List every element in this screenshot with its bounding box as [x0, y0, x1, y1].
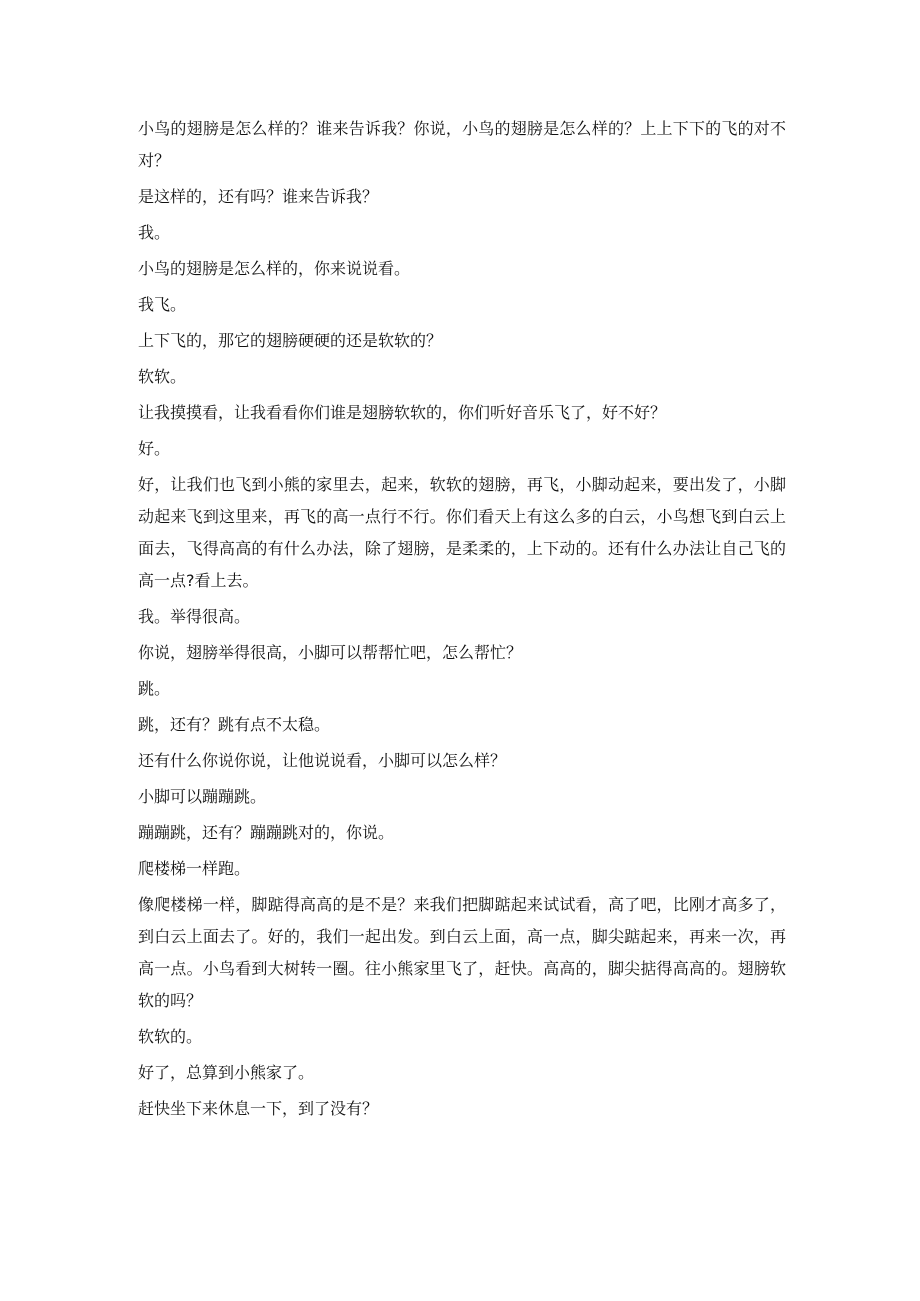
paragraph: 软软的。: [138, 1027, 203, 1046]
paragraph: 像爬楼梯一样，脚踮得高高的是不是？来我们把脚踮起来试试看，高了吧，比刚才高多了，到白云上面去了。好的，我们一起出发。到白云上面，高一点，脚尖踮起来，再来一次，再高一点。小鸟看到大树转一圈。往小熊家里飞了，赶快。高高的，脚尖掂得高高的。翅膀软软的吗？: [138, 895, 786, 1010]
paragraph: 我飞。: [138, 295, 187, 314]
paragraph: 上下飞的，那它的翅膀硬硬的还是软软的？: [138, 331, 443, 350]
paragraph: 跳。: [138, 679, 171, 698]
paragraph: 我。举得很高。: [138, 607, 251, 626]
paragraph: 是这样的，还有吗？谁来告诉我？: [138, 187, 379, 206]
paragraph: 我。: [138, 223, 171, 242]
paragraph: 小脚可以蹦蹦跳。: [138, 787, 267, 806]
paragraph: 好。: [138, 439, 171, 458]
paragraph: 你说，翅膀举得很高，小脚可以帮帮忙吧，怎么帮忙？: [138, 643, 523, 662]
paragraph: 小鸟的翅膀是怎么样的？谁来告诉我？你说，小鸟的翅膀是怎么样的？上上下下的飞的对不对？: [138, 119, 786, 170]
paragraph: 好了，总算到小熊家了。: [138, 1063, 315, 1082]
paragraph: 小鸟的翅膀是怎么样的，你来说说看。: [138, 259, 411, 278]
paragraph: 爬楼梯一样跑。: [138, 859, 251, 878]
paragraph: 跳，还有？跳有点不太稳。: [138, 715, 331, 734]
paragraph: 赶快坐下来休息一下，到了没有？: [138, 1099, 379, 1118]
paragraph: 软软。: [138, 367, 187, 386]
paragraph: 好，让我们也飞到小熊的家里去，起来，软软的翅膀，再飞，小脚动起来，要出发了，小脚动起来飞到这里来，再飞的高一点行不行。你们看天上有这么多的白云，小鸟想飞到白云上面去，飞得高高的有什么办法，除了翅膀，是柔柔的，上下动的。还有什么办法让自己飞的高一点?看上去。: [138, 475, 786, 590]
document-body: [138, 113, 786, 1129]
paragraph: 还有什么你说你说，让他说说看，小脚可以怎么样？: [138, 751, 507, 770]
paragraph: 蹦蹦跳，还有？蹦蹦跳对的，你说。: [138, 823, 395, 842]
paragraph: 让我摸摸看，让我看看你们谁是翅膀软软的，你们听好音乐飞了，好不好？: [138, 403, 667, 422]
